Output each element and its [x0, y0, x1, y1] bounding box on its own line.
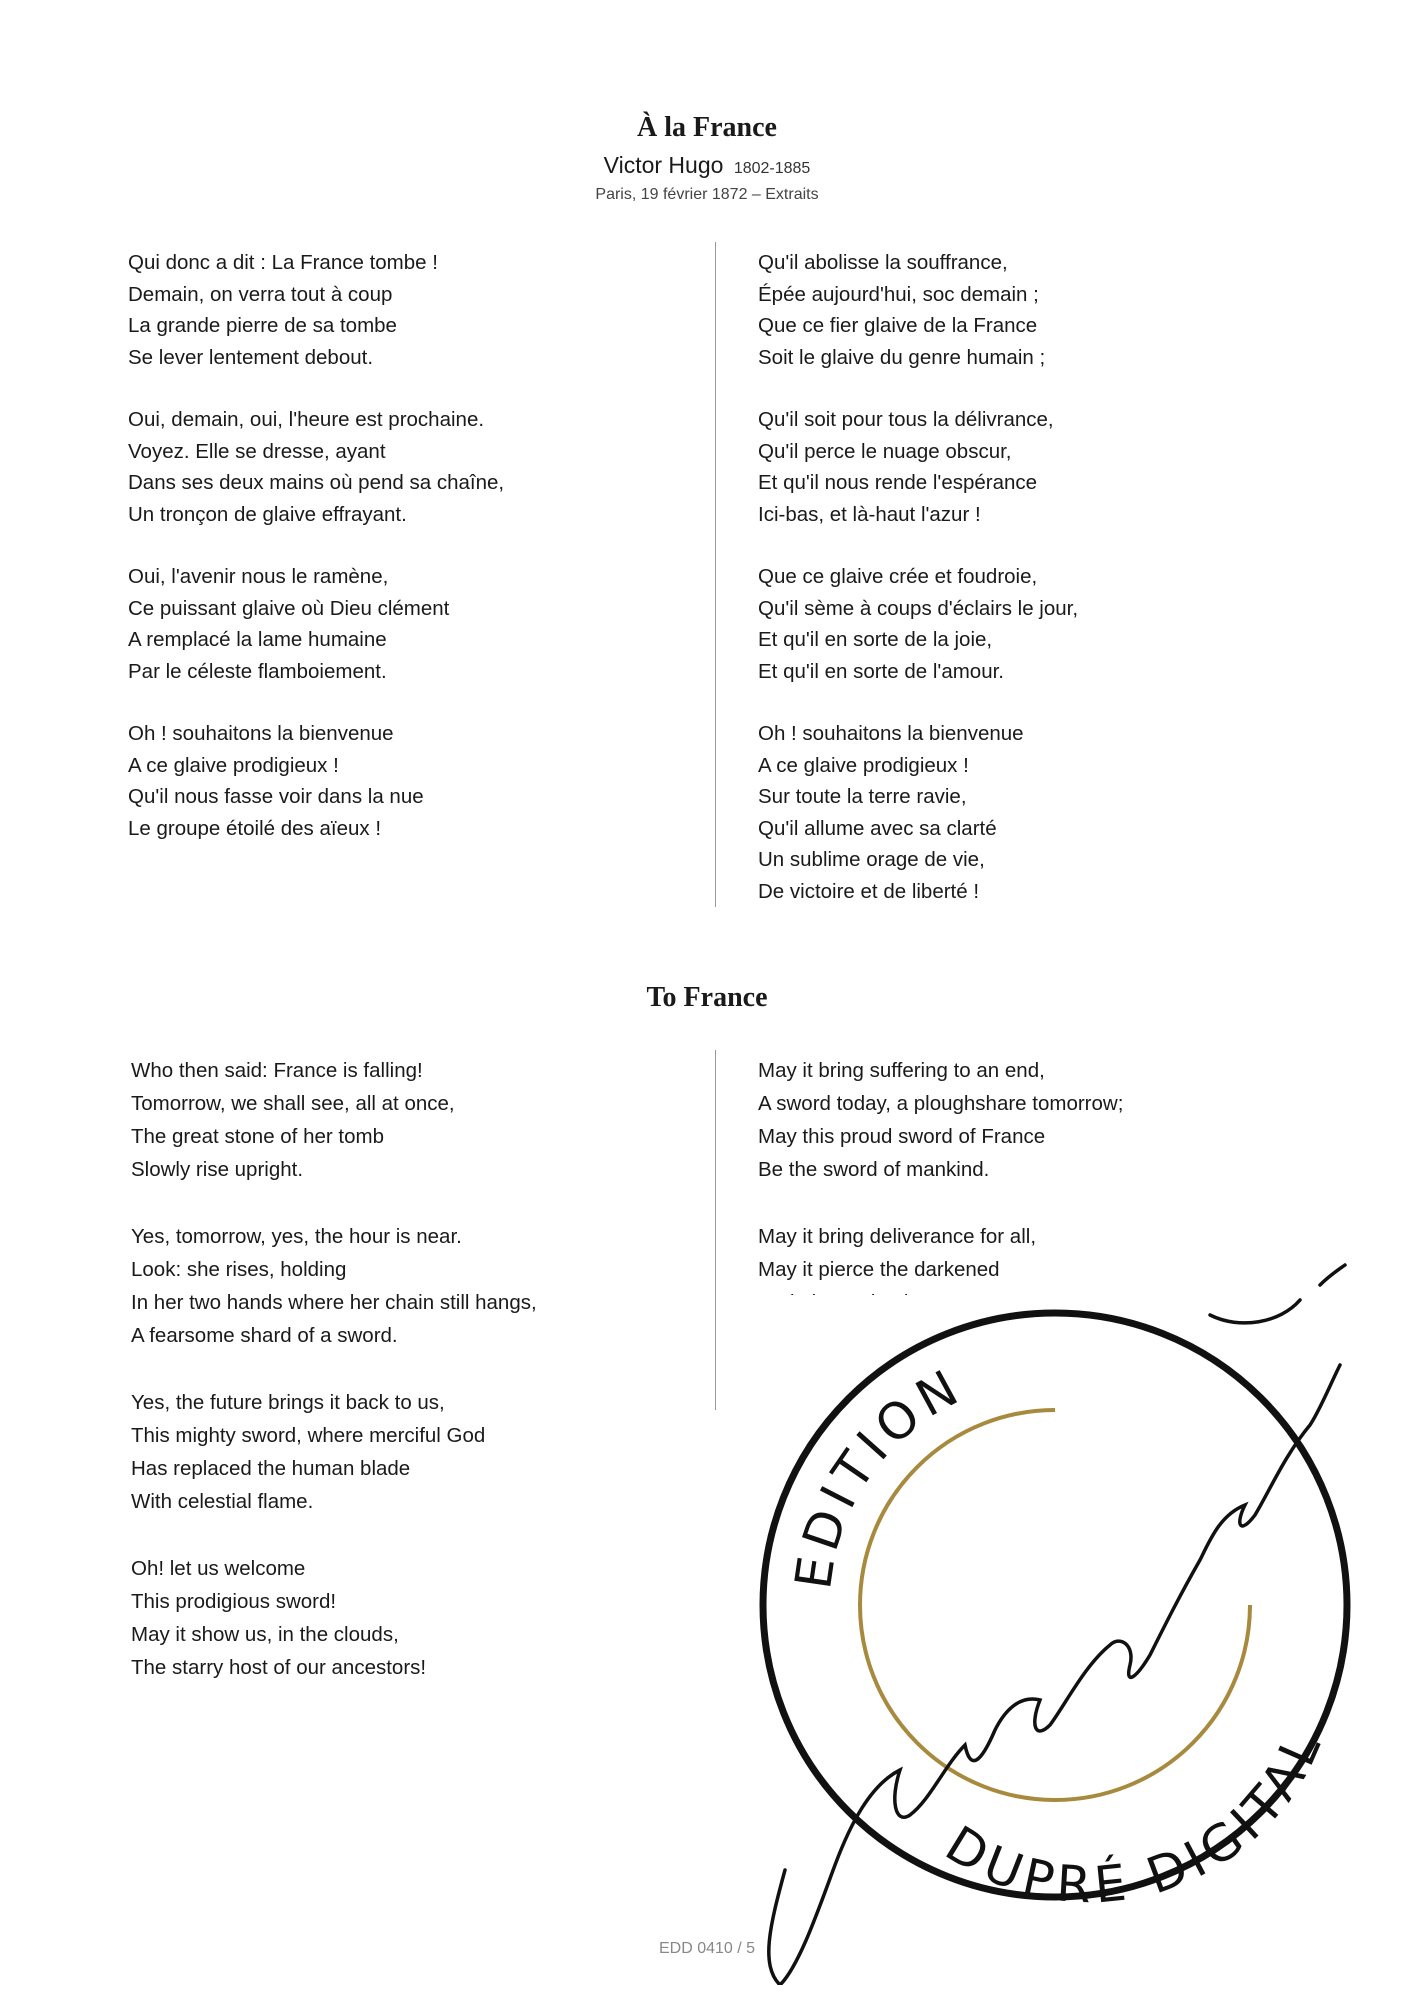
- poem-line: This prodigious sword!: [131, 1590, 337, 1613]
- poem-line: Un sublime orage de vie,: [758, 848, 985, 871]
- page-footer: EDD 0410 / 5: [658, 1940, 756, 1957]
- poem-line: A ce glaive prodigieux !: [128, 753, 339, 777]
- author-line: [0, 152, 1414, 179]
- poem-line: With celestial flame.: [131, 1490, 314, 1513]
- french-left-column: [128, 247, 504, 875]
- stanza: [758, 404, 1078, 530]
- poem-line: Be the sword of mankind.: [758, 1158, 990, 1181]
- place-date: Paris, 19 février 1872 – Extraits: [595, 186, 819, 203]
- stanza: [128, 404, 504, 530]
- poem-line: Épée aujourd'hui, soc demain ;: [758, 282, 1039, 306]
- poem-line: Qui donc a dit : La France tombe !: [128, 251, 438, 274]
- poem-line: Soit le glaive du genre humain ;: [758, 345, 1046, 369]
- stanza: [128, 247, 504, 373]
- english-left-column: [131, 1054, 537, 1718]
- author-years: 1802-1885: [733, 160, 811, 177]
- poem-line: In her two hands where her chain still hangs,: [131, 1291, 537, 1314]
- poem-line: Look: she rises, holding: [131, 1258, 347, 1281]
- poem-line: Oh ! souhaitons la bienvenue: [128, 722, 394, 745]
- stamp-bottom-text: DUPRÉ DIGITAL: [935, 1719, 1335, 1915]
- stanza: [128, 718, 504, 844]
- poem-line: Qu'il perce le nuage obscur,: [758, 439, 1012, 463]
- poem-line: The great stone of her tomb: [131, 1125, 384, 1148]
- poem-line: Qu'il sème à coups d'éclairs le jour,: [758, 596, 1079, 620]
- poem-line: De victoire et de liberté !: [758, 879, 980, 903]
- stanza: [758, 247, 1078, 373]
- poem-line: A ce glaive prodigieux !: [758, 753, 969, 777]
- poem-line: A sword today, a ploughshare tomorrow;: [758, 1092, 1124, 1115]
- poem-line: A remplacé la lame humaine: [128, 628, 387, 651]
- stanza: [758, 561, 1078, 687]
- stamp-seal-icon: [740, 1225, 1360, 1985]
- poem-line: Tomorrow, we shall see, all at once,: [131, 1092, 455, 1115]
- poem-line: Who then said: France is falling!: [131, 1059, 423, 1082]
- edition-stamp: [740, 1225, 1360, 1985]
- poem-line: Yes, the future brings it back to us,: [131, 1391, 445, 1414]
- poem-line: Has replaced the human blade: [131, 1457, 411, 1480]
- poem-line: Ce puissant glaive où Dieu clément: [128, 596, 450, 620]
- poem-line: Le groupe étoilé des aïeux !: [128, 816, 382, 840]
- poem-line: Et qu'il en sorte de l'amour.: [758, 659, 1004, 683]
- poem-line: Un tronçon de glaive effrayant.: [128, 502, 407, 526]
- poem-line: Oui, l'avenir nous le ramène,: [128, 565, 389, 588]
- poem-line: La grande pierre de sa tombe: [128, 314, 397, 337]
- poem-line: Slowly rise upright.: [131, 1158, 304, 1181]
- poem-line: Et qu'il en sorte de la joie,: [758, 628, 993, 651]
- french-column-divider: [715, 242, 716, 907]
- poem-line: This mighty sword, where merciful God: [131, 1424, 486, 1447]
- poem-line: Qu'il nous fasse voir dans la nue: [128, 785, 424, 808]
- poem-line: Demain, on verra tout à coup: [128, 282, 393, 306]
- french-right-column: [758, 247, 1078, 938]
- poem-line: Voyez. Elle se dresse, ayant: [128, 439, 386, 463]
- stanza: [758, 718, 1078, 907]
- poem-line: Yes, tomorrow, yes, the hour is near.: [131, 1225, 462, 1248]
- poem-line: Qu'il soit pour tous la délivrance,: [758, 408, 1054, 431]
- poem-line: The starry host of our ancestors!: [131, 1656, 427, 1679]
- stanza: [131, 1552, 537, 1684]
- stanza: [131, 1386, 537, 1518]
- poem-line: Ici-bas, et là-haut l'azur !: [758, 502, 981, 526]
- poem-line: May it bring deliverance for all,: [758, 1225, 1037, 1248]
- poem-line: May it bring suffering to an end,: [758, 1059, 1045, 1082]
- poem-line: Oh! let us welcome: [131, 1557, 306, 1580]
- poem-line: Qu'il allume avec sa clarté: [758, 816, 997, 840]
- poem-line: Qu'il abolisse la souffrance,: [758, 251, 1008, 274]
- poem-line: Par le céleste flamboiement.: [128, 659, 387, 683]
- poem-line: Se lever lentement debout.: [128, 345, 374, 369]
- poem-line: May this proud sword of France: [758, 1125, 1046, 1148]
- stamp-top-text: EDITION: [784, 1356, 973, 1593]
- poem-line: Sur toute la terre ravie,: [758, 785, 967, 808]
- author-name: Victor Hugo: [603, 152, 724, 178]
- poem-line: Dans ses deux mains où pend sa chaîne,: [128, 471, 505, 494]
- english-poem-title: To France: [646, 982, 768, 1013]
- poem-line: Que ce glaive crée et foudroie,: [758, 565, 1038, 588]
- poem-line: May it pierce the darkened: [758, 1258, 1000, 1281]
- stanza: [131, 1220, 537, 1352]
- french-poem-title: À la France: [637, 112, 777, 143]
- stanza: [758, 1054, 1123, 1186]
- poem-line: Que ce fier glaive de la France: [758, 314, 1038, 337]
- english-column-divider: [715, 1050, 716, 1410]
- poem-line: Et qu'il nous rende l'espérance: [758, 471, 1038, 494]
- poem-line: Oh ! souhaitons la bienvenue: [758, 722, 1024, 745]
- poem-line: May it show us, in the clouds,: [131, 1623, 399, 1646]
- poem-line: Oui, demain, oui, l'heure est prochaine.: [128, 408, 485, 431]
- stanza: [128, 561, 504, 687]
- stanza: [131, 1054, 537, 1186]
- poem-line: A fearsome shard of a sword.: [131, 1324, 398, 1347]
